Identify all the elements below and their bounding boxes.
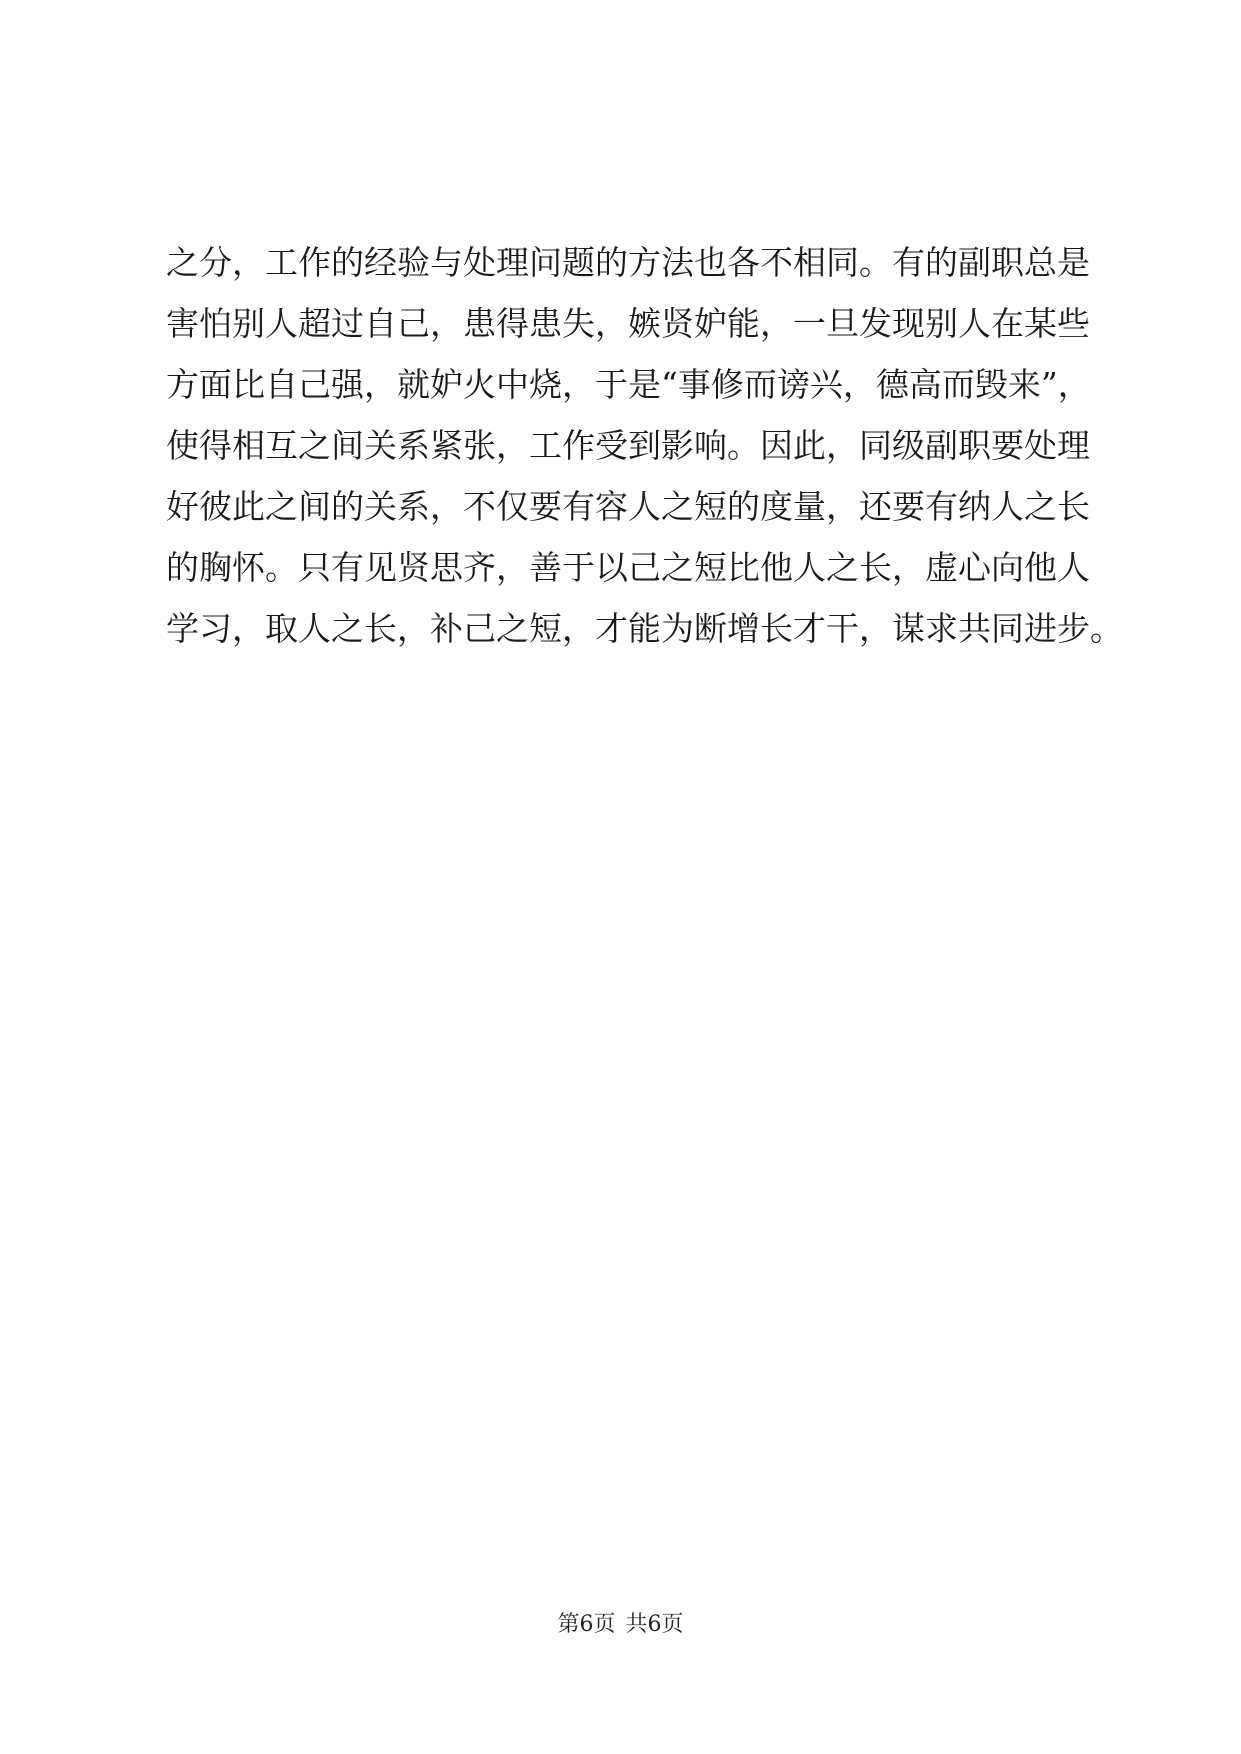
- page-number-total: 共6页: [625, 1612, 684, 1637]
- paragraph-line: 学习，取人之长，补己之短，才能为断增长才干，谋求共同进步。: [166, 609, 1123, 648]
- paragraph-line: 好彼此之间的关系，不仅要有容人之短的度量，还要有纳人之长: [166, 487, 1090, 526]
- page-number-current: 第6页: [557, 1612, 616, 1637]
- paragraph-line: 的胸怀。只有见贤思齐，善于以己之短比他人之长，虚心向他人: [166, 548, 1090, 587]
- paragraph-line: 之分，工作的经验与处理问题的方法也各不相同。有的副职总是: [166, 243, 1090, 282]
- paragraph-line: 害怕别人超过自己，患得患失，嫉贤妒能，一旦发现别人在某些: [166, 304, 1090, 343]
- paragraph-line: 方面比自己强，就妒火中烧，于是“事修而谤兴，德高而毁来”，: [166, 365, 1091, 404]
- paragraph-line: 使得相互之间关系紧张，工作受到影响。因此，同级副职要处理: [166, 426, 1090, 465]
- page-footer: [0, 1610, 1241, 1640]
- body-paragraph: [166, 232, 1123, 659]
